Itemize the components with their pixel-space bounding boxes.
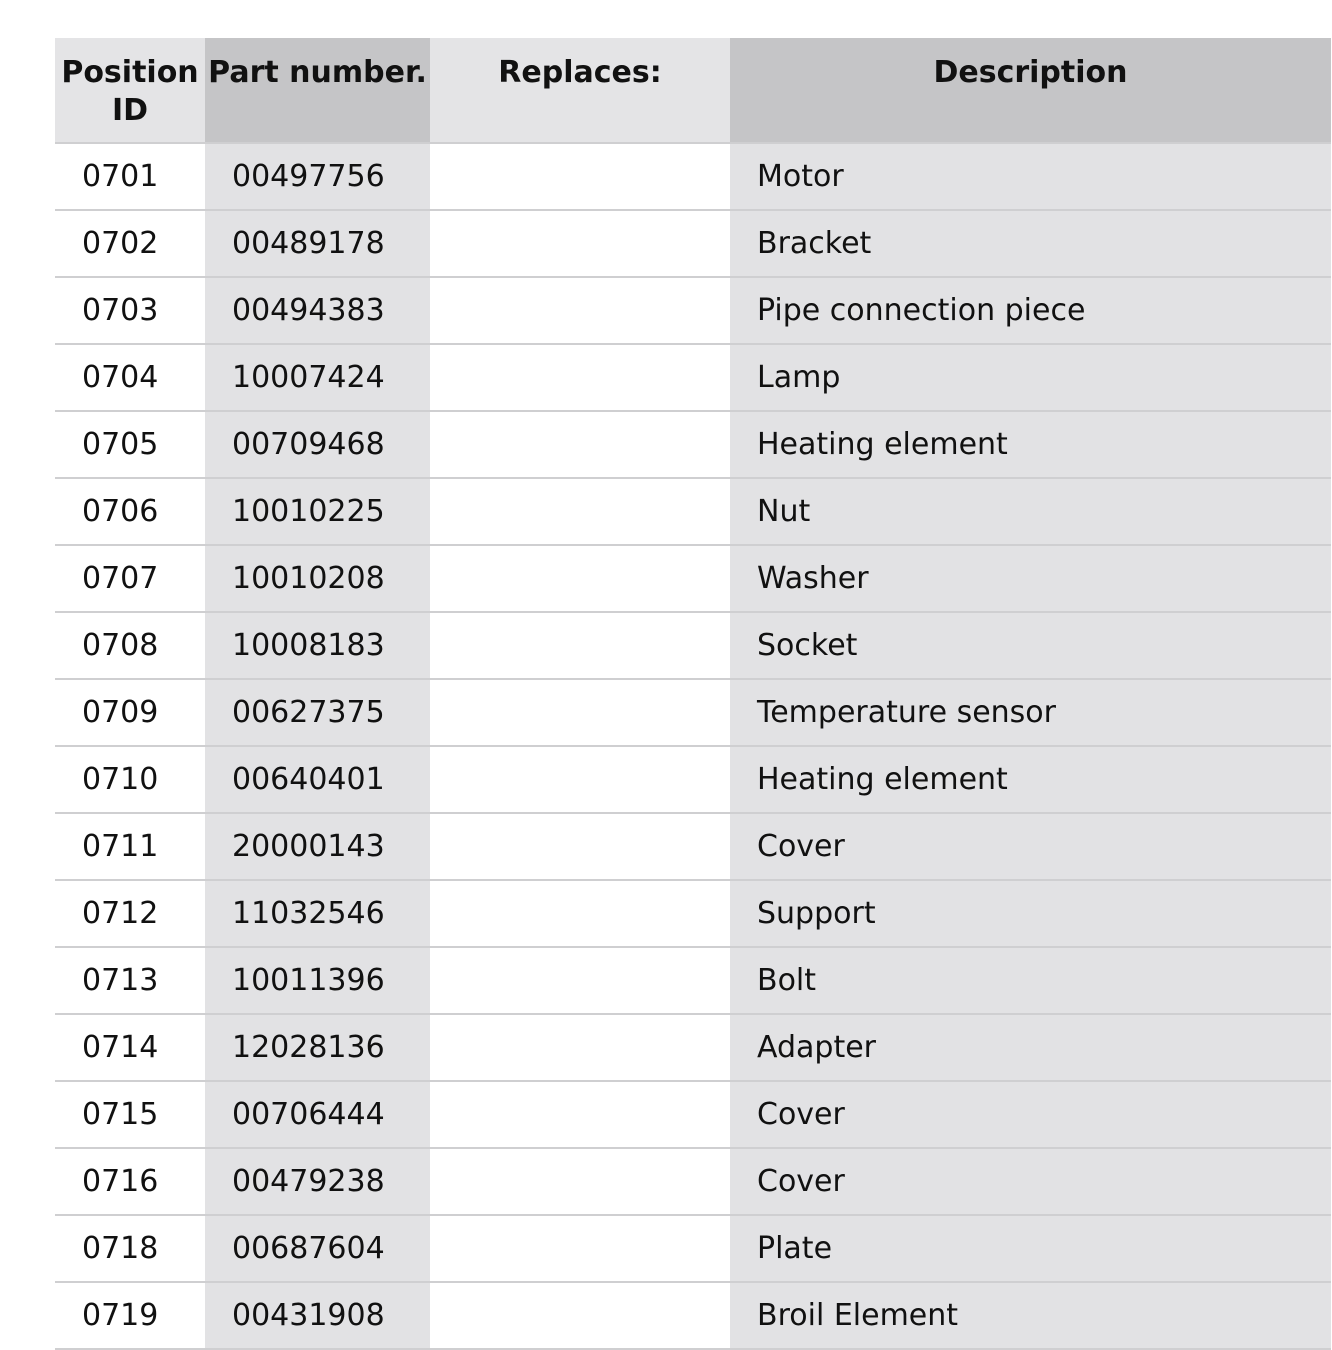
replaces-cell <box>430 210 730 277</box>
position-cell: 0707 <box>55 545 205 612</box>
position-cell: 0703 <box>55 277 205 344</box>
table-row <box>55 143 1331 210</box>
replaces-cell <box>430 1148 730 1215</box>
part-number-cell: 00627375 <box>205 679 430 746</box>
replaces-cell <box>430 947 730 1014</box>
replaces-cell <box>430 679 730 746</box>
parts-table <box>55 38 1331 1350</box>
header-replaces: Replaces: <box>430 38 730 143</box>
table-row <box>55 210 1331 277</box>
header-description: Description <box>730 38 1331 143</box>
position-cell: 0702 <box>55 210 205 277</box>
table-row <box>55 880 1331 947</box>
position-cell: 0701 <box>55 143 205 210</box>
part-number-cell: 00706444 <box>205 1081 430 1148</box>
description-cell: Heating element <box>730 746 1331 813</box>
description-cell: Bracket <box>730 210 1331 277</box>
table-row <box>55 612 1331 679</box>
position-cell: 0716 <box>55 1148 205 1215</box>
description-cell: Socket <box>730 612 1331 679</box>
part-number-cell: 10011396 <box>205 947 430 1014</box>
part-number-cell: 00494383 <box>205 277 430 344</box>
part-number-cell: 10010225 <box>205 478 430 545</box>
table-row <box>55 411 1331 478</box>
description-cell: Heating element <box>730 411 1331 478</box>
position-cell: 0711 <box>55 813 205 880</box>
position-cell: 0705 <box>55 411 205 478</box>
description-cell: Nut <box>730 478 1331 545</box>
description-cell: Motor <box>730 143 1331 210</box>
replaces-cell <box>430 813 730 880</box>
position-cell: 0710 <box>55 746 205 813</box>
replaces-cell <box>430 746 730 813</box>
header-row <box>55 38 1331 143</box>
replaces-cell <box>430 344 730 411</box>
description-cell: Bolt <box>730 947 1331 1014</box>
position-cell: 0719 <box>55 1282 205 1349</box>
position-cell: 0706 <box>55 478 205 545</box>
replaces-cell <box>430 1081 730 1148</box>
position-cell: 0715 <box>55 1081 205 1148</box>
table-row <box>55 746 1331 813</box>
part-number-cell: 10008183 <box>205 612 430 679</box>
description-cell: Cover <box>730 1148 1331 1215</box>
position-cell: 0712 <box>55 880 205 947</box>
replaces-cell <box>430 478 730 545</box>
table-row <box>55 277 1331 344</box>
replaces-cell <box>430 277 730 344</box>
part-number-cell: 10007424 <box>205 344 430 411</box>
part-number-cell: 00479238 <box>205 1148 430 1215</box>
description-cell: Cover <box>730 813 1331 880</box>
part-number-cell: 00431908 <box>205 1282 430 1349</box>
table-row <box>55 1014 1331 1081</box>
description-cell: Temperature sensor <box>730 679 1331 746</box>
part-number-cell: 00687604 <box>205 1215 430 1282</box>
description-cell: Pipe connection piece <box>730 277 1331 344</box>
replaces-cell <box>430 1215 730 1282</box>
replaces-cell <box>430 545 730 612</box>
replaces-cell <box>430 612 730 679</box>
part-number-cell: 11032546 <box>205 880 430 947</box>
part-number-cell: 00489178 <box>205 210 430 277</box>
table-row <box>55 1215 1331 1282</box>
replaces-cell <box>430 1282 730 1349</box>
table-row <box>55 947 1331 1014</box>
description-cell: Broil Element <box>730 1282 1331 1349</box>
table-row <box>55 1148 1331 1215</box>
replaces-cell <box>430 1014 730 1081</box>
header-part-number: Part number. <box>205 38 430 143</box>
description-cell: Lamp <box>730 344 1331 411</box>
position-cell: 0704 <box>55 344 205 411</box>
part-number-cell: 00709468 <box>205 411 430 478</box>
table-row <box>55 1081 1331 1148</box>
replaces-cell <box>430 411 730 478</box>
description-cell: Adapter <box>730 1014 1331 1081</box>
replaces-cell <box>430 143 730 210</box>
position-cell: 0709 <box>55 679 205 746</box>
table-row <box>55 545 1331 612</box>
table-row <box>55 679 1331 746</box>
position-cell: 0714 <box>55 1014 205 1081</box>
part-number-cell: 00497756 <box>205 143 430 210</box>
part-number-cell: 12028136 <box>205 1014 430 1081</box>
header-position-id: Position ID <box>55 38 205 143</box>
table-row <box>55 1282 1331 1349</box>
table-row <box>55 478 1331 545</box>
part-number-cell: 10010208 <box>205 545 430 612</box>
description-cell: Plate <box>730 1215 1331 1282</box>
part-number-cell: 20000143 <box>205 813 430 880</box>
part-number-cell: 00640401 <box>205 746 430 813</box>
position-cell: 0713 <box>55 947 205 1014</box>
position-cell: 0708 <box>55 612 205 679</box>
description-cell: Washer <box>730 545 1331 612</box>
description-cell: Support <box>730 880 1331 947</box>
replaces-cell <box>430 880 730 947</box>
position-cell: 0718 <box>55 1215 205 1282</box>
table-row <box>55 344 1331 411</box>
table-row <box>55 813 1331 880</box>
description-cell: Cover <box>730 1081 1331 1148</box>
